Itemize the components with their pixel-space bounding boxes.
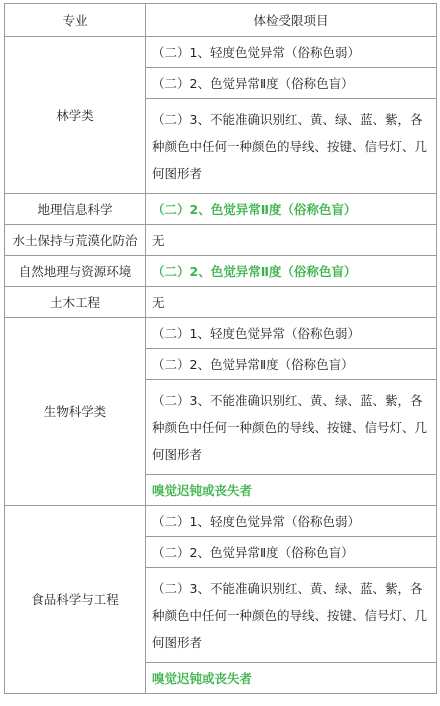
table-row — [5, 318, 437, 349]
major-cell: 生物科学类 — [5, 318, 146, 506]
restriction-item: （二）1、轻度色觉异常（俗称色弱） — [146, 37, 437, 68]
restriction-item: （二）2、色觉异常Ⅱ度（俗称色盲） — [146, 349, 437, 380]
restriction-item-highlighted: 嗅觉迟钝或丧失者 — [146, 475, 437, 506]
restriction-item: 无 — [146, 287, 437, 318]
restriction-table — [4, 3, 437, 694]
restriction-item: （二）2、色觉异常Ⅱ度（俗称色盲） — [146, 68, 437, 99]
major-cell: 地理信息科学 — [5, 194, 146, 225]
table-row — [5, 37, 437, 68]
table-row — [5, 256, 437, 287]
table-row — [5, 194, 437, 225]
restriction-item: （二）3、不能准确识别红、黄、绿、蓝、紫，各种颜色中任何一种颜色的导线、按键、信号灯、几何图形者 — [146, 568, 437, 663]
major-cell: 水土保持与荒漠化防治 — [5, 225, 146, 256]
restriction-item: （二）1、轻度色觉异常（俗称色弱） — [146, 318, 437, 349]
header-restrictions: 体检受限项目 — [146, 4, 437, 37]
restriction-item-highlighted: 嗅觉迟钝或丧失者 — [146, 663, 437, 694]
header-major: 专业 — [5, 4, 146, 37]
restriction-item: （二）3、不能准确识别红、黄、绿、蓝、紫，各种颜色中任何一种颜色的导线、按键、信号灯、几何图形者 — [146, 380, 437, 475]
restriction-item-highlighted: （二）2、色觉异常Ⅱ度（俗称色盲） — [146, 194, 437, 225]
restriction-item-highlighted: （二）2、色觉异常Ⅱ度（俗称色盲） — [146, 256, 437, 287]
major-cell: 自然地理与资源环境 — [5, 256, 146, 287]
major-cell: 食品科学与工程 — [5, 506, 146, 694]
table-row — [5, 287, 437, 318]
restriction-item: 无 — [146, 225, 437, 256]
major-cell: 土木工程 — [5, 287, 146, 318]
restriction-item: （二）3、不能准确识别红、黄、绿、蓝、紫，各种颜色中任何一种颜色的导线、按键、信号灯、几何图形者 — [146, 99, 437, 194]
major-cell: 林学类 — [5, 37, 146, 194]
restriction-item: （二）2、色觉异常Ⅱ度（俗称色盲） — [146, 537, 437, 568]
restriction-item: （二）1、轻度色觉异常（俗称色弱） — [146, 506, 437, 537]
table-row — [5, 225, 437, 256]
table-row — [5, 506, 437, 537]
table-header-row — [5, 4, 437, 37]
